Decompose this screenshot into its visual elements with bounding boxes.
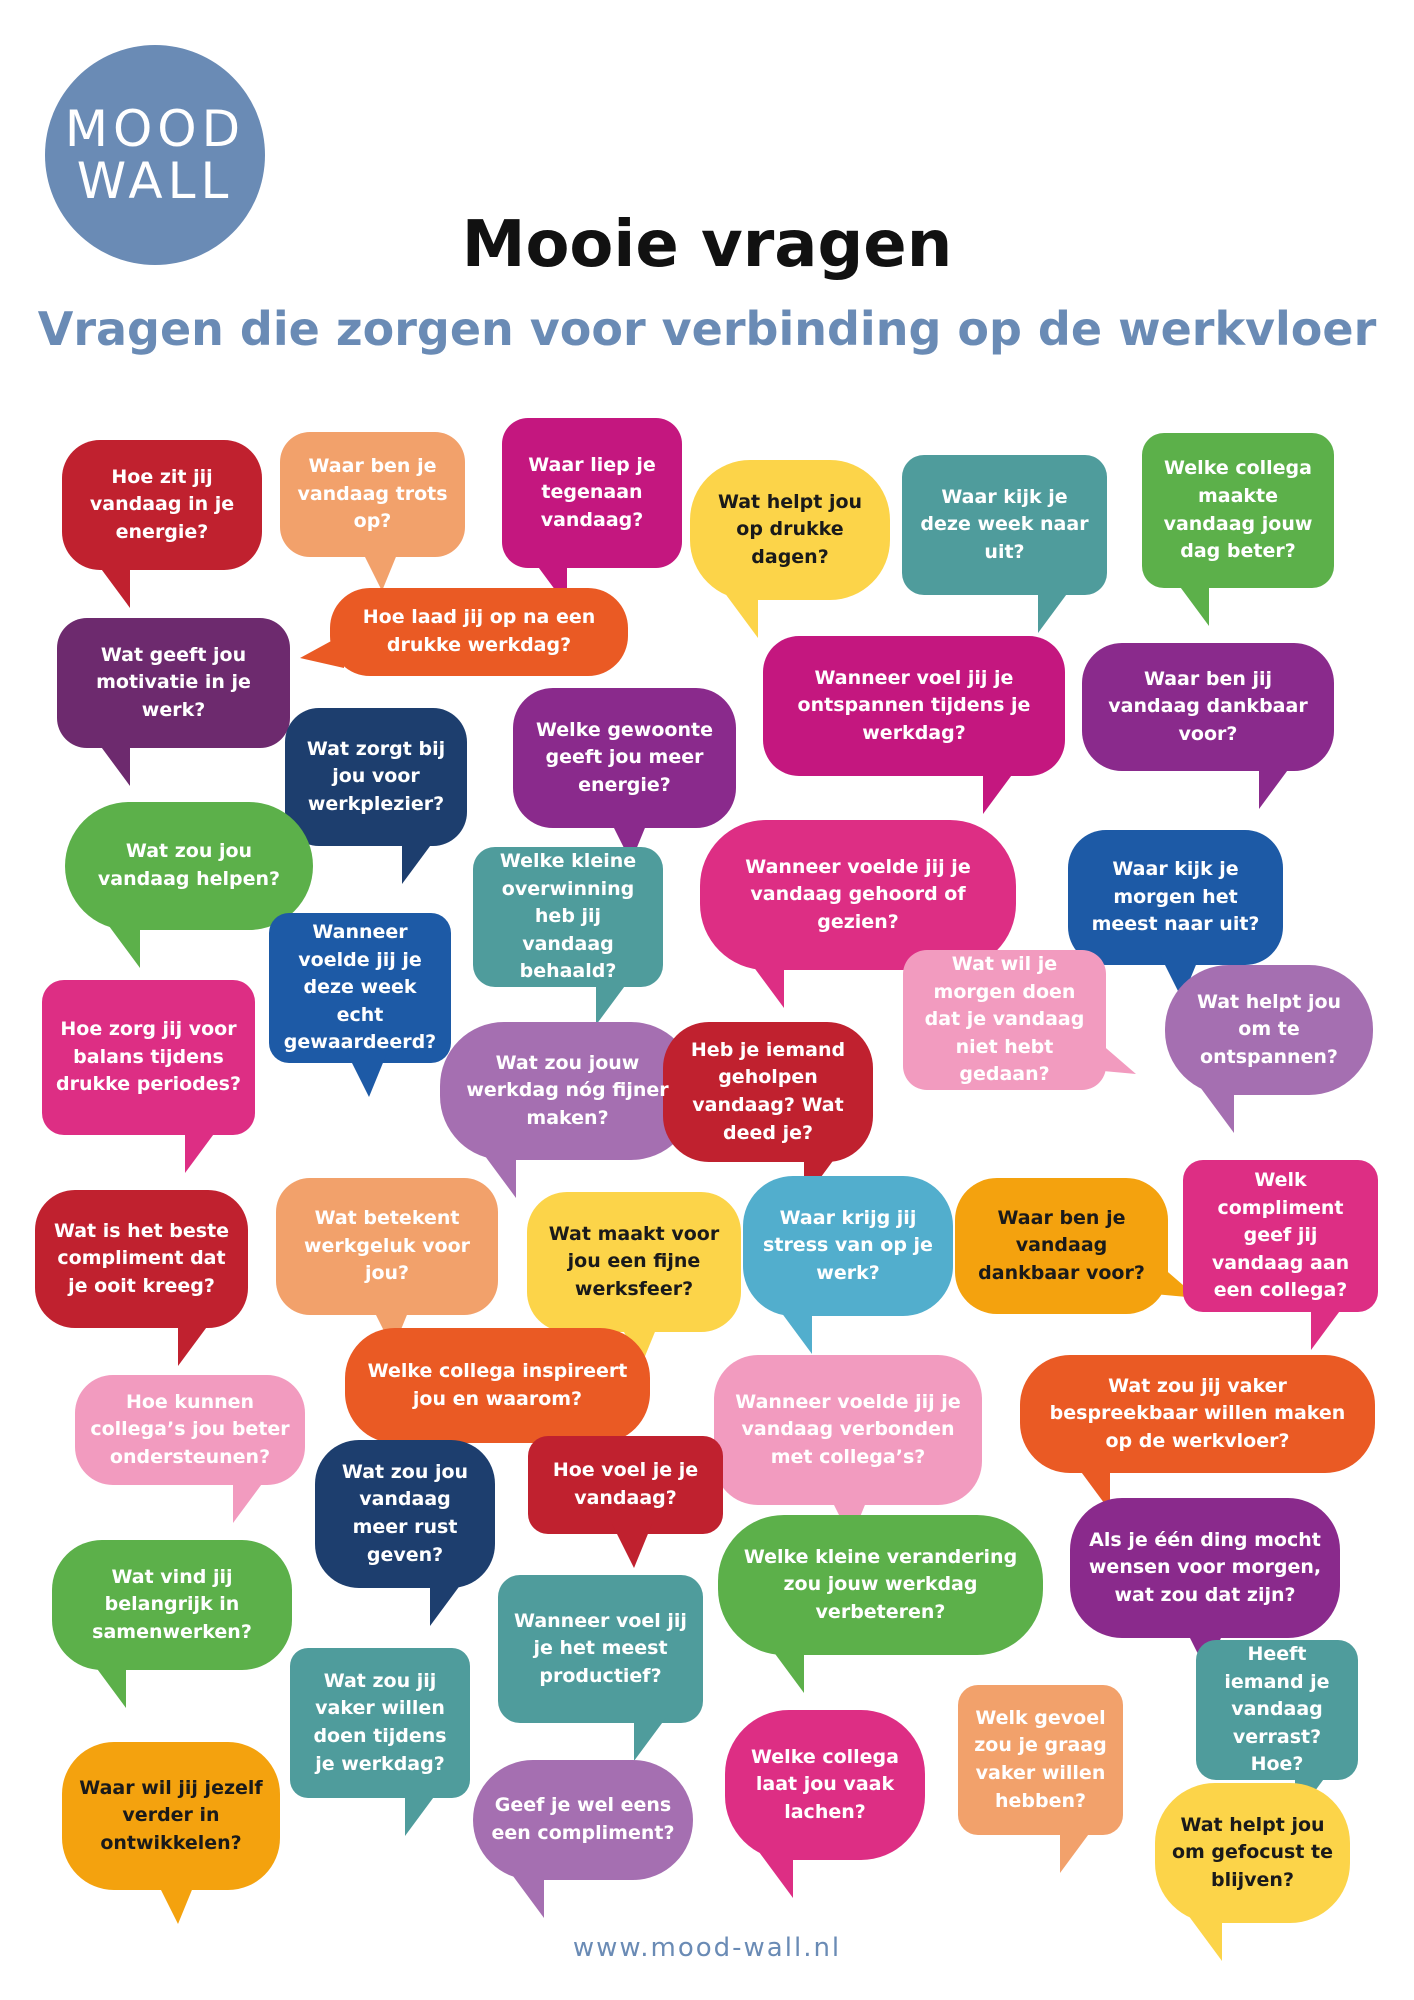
question-bubble	[42, 980, 255, 1135]
question-text: Welke collega laat jou vaak lachen?	[751, 1745, 899, 1823]
question-text: Wat helpt jou op drukke dagen?	[717, 490, 863, 568]
speech-tail-icon	[1092, 1030, 1136, 1076]
speech-tail-icon	[504, 1872, 548, 1918]
question-bubble	[315, 1440, 495, 1588]
question-bubble	[269, 913, 451, 1063]
question-bubble	[725, 1710, 925, 1860]
question-text: Hoe kunnen collega’s jou beter ondersteunen?	[90, 1390, 290, 1468]
question-text: Wat is het beste compliment dat je ooit kreeg?	[53, 1219, 230, 1297]
speech-tail-icon	[174, 1320, 218, 1366]
question-text: Geef je wel eens een compliment?	[491, 1794, 675, 1844]
question-bubble	[743, 1176, 953, 1316]
question-bubble	[958, 1685, 1123, 1835]
speech-tail-icon	[154, 1880, 198, 1926]
question-text: Wat zou jouw werkdag nóg fijner maken?	[466, 1051, 669, 1129]
question-text: Wat helpt jou om te ontspannen?	[1196, 990, 1342, 1068]
question-bubble	[527, 1192, 741, 1332]
question-text: Wat wil je morgen doen dat je vandaag niet hebt gedaan?	[924, 953, 1085, 1086]
speech-tail-icon	[90, 562, 134, 608]
question-text: Waar wil jij jezelf verder in ontwikkelen?	[79, 1776, 263, 1854]
question-text: Wat helpt jou om gefocust te blijven?	[1171, 1813, 1334, 1891]
question-text: Wanneer voelde jij je vandaag gehoord of gezien?	[745, 855, 971, 933]
question-bubble	[330, 588, 628, 676]
question-bubble	[1070, 1498, 1340, 1638]
speech-tail-icon	[426, 1580, 470, 1626]
question-bubble	[65, 802, 313, 930]
speech-tail-icon	[610, 1524, 654, 1570]
question-text: Waar kijk je deze week naar uit?	[920, 485, 1089, 563]
logo-line-2: WALL	[76, 152, 234, 210]
question-text: Hoe voel je je vandaag?	[552, 1459, 699, 1509]
question-text: Welke kleine overwinning heb jij vandaag behaald?	[499, 850, 637, 983]
question-bubble	[718, 1515, 1043, 1655]
question-text: Als je één ding mocht wensen voor morgen, wat zou dat zijn?	[1088, 1528, 1322, 1606]
logo-line-1: MOOD	[64, 99, 246, 158]
question-text: Welke collega maakte vandaag jouw dag beter?	[1163, 457, 1313, 563]
question-bubble	[1142, 433, 1334, 588]
question-bubble	[700, 820, 1016, 970]
speech-tail-icon	[1255, 763, 1299, 809]
question-text: Welke gewoonte geeft jou meer energie?	[536, 718, 713, 796]
speech-tail-icon	[181, 1127, 225, 1173]
question-bubble	[714, 1355, 982, 1505]
question-text: Waar krijg jij stress van op je werk?	[763, 1206, 933, 1284]
question-bubble	[903, 950, 1106, 1090]
speech-tail-icon	[764, 1647, 808, 1693]
question-text: Heeft iemand je vandaag verrast? Hoe?	[1224, 1643, 1330, 1776]
question-bubble	[1020, 1355, 1375, 1473]
question-text: Heb je iemand geholpen vandaag? Wat deed je?	[690, 1038, 846, 1144]
question-text: Wat zou jou vandaag helpen?	[97, 840, 281, 890]
question-text: Wanneer voel jij je het meest productief?	[514, 1609, 687, 1687]
question-text: Welke collega inspireert jou en waarom?	[367, 1359, 628, 1410]
page-title: Mooie vragen	[461, 208, 953, 282]
question-bubble	[57, 618, 290, 748]
question-bubble	[902, 455, 1107, 595]
question-text: Wanneer voel jij je ontspannen tijdens je werkdag?	[797, 666, 1031, 744]
question-text: Welk gevoel zou je graag vaker willen hebben?	[974, 1706, 1107, 1812]
speech-tail-icon	[1169, 580, 1213, 626]
question-bubble	[763, 636, 1065, 776]
question-bubble	[1196, 1640, 1358, 1780]
speech-tail-icon	[744, 962, 788, 1008]
speech-tail-icon	[345, 1053, 389, 1099]
question-bubble	[528, 1436, 723, 1534]
question-bubble	[1155, 1783, 1350, 1923]
question-bubble	[513, 688, 736, 828]
question-bubble	[473, 1760, 693, 1880]
question-bubble	[502, 418, 682, 568]
question-bubble	[690, 460, 890, 600]
question-text: Wanneer voelde jij je deze week echt gewaardeerd?	[283, 921, 437, 1054]
question-bubble	[663, 1022, 873, 1162]
question-text: Wat zou jij vaker bespreekbaar willen maken op de werkvloer?	[1049, 1374, 1346, 1452]
question-text: Wat maakt voor jou een fijne werksfeer?	[548, 1222, 720, 1300]
question-bubble	[498, 1575, 703, 1723]
question-bubble	[955, 1178, 1168, 1314]
question-bubble	[285, 708, 467, 846]
question-text: Welke kleine verandering zou jouw werkdag verbeteren?	[743, 1545, 1018, 1623]
speech-tail-icon	[772, 1308, 816, 1354]
question-text: Welk compliment geef jij vandaag aan een collega?	[1211, 1169, 1350, 1302]
question-text: Waar ben jij vandaag dankbaar voor?	[1108, 667, 1308, 745]
speech-tail-icon	[1194, 1087, 1238, 1133]
question-text: Waar liep je tegenaan vandaag?	[528, 453, 656, 531]
speech-tail-icon	[753, 1852, 797, 1898]
speech-tail-icon	[300, 628, 344, 674]
question-bubble	[1183, 1160, 1378, 1312]
speech-tail-icon	[592, 979, 636, 1025]
question-bubble	[473, 847, 663, 987]
speech-tail-icon	[90, 740, 134, 786]
question-bubble	[276, 1178, 498, 1315]
question-bubble	[62, 440, 262, 570]
question-bubble	[52, 1540, 292, 1670]
question-text: Waar ben je vandaag dankbaar voor?	[978, 1206, 1145, 1284]
question-text: Hoe zit jij vandaag in je energie?	[89, 465, 235, 543]
question-bubble	[345, 1328, 650, 1443]
question-bubble	[280, 432, 465, 557]
speech-tail-icon	[358, 547, 402, 593]
speech-tail-icon	[398, 838, 442, 884]
speech-tail-icon	[401, 1790, 445, 1836]
speech-tail-icon	[86, 1662, 130, 1708]
question-bubble	[1165, 965, 1373, 1095]
question-bubble	[35, 1190, 248, 1328]
question-text: Wat zou jij vaker willen doen tijdens je werkdag?	[313, 1669, 447, 1775]
website-url: www.mood-wall.nl	[572, 1933, 842, 1963]
question-text: Wat betekent werkgeluk voor jou?	[303, 1207, 471, 1285]
question-text: Wat vind jij belangrijk in samenwerken?	[92, 1565, 252, 1643]
question-text: Wat zorgt bij jou voor werkplezier?	[306, 737, 446, 815]
question-text: Wanneer voelde jij je vandaag verbonden met collega’s?	[735, 1390, 961, 1468]
speech-tail-icon	[1056, 1827, 1100, 1873]
speech-tail-icon	[1307, 1304, 1351, 1350]
question-text: Hoe laad jij op na een drukke werkdag?	[362, 606, 596, 656]
question-text: Waar kijk je morgen het meest naar uit?	[1091, 858, 1260, 936]
question-text: Waar ben je vandaag trots op?	[297, 455, 448, 533]
question-bubble	[440, 1022, 695, 1160]
speech-tail-icon	[979, 768, 1023, 814]
speech-tail-icon	[229, 1477, 273, 1523]
question-text: Wat zou jou vandaag meer rust geven?	[341, 1460, 469, 1566]
speech-tail-icon	[100, 922, 144, 968]
question-text: Hoe zorg jij voor balans tijdens drukke periodes?	[56, 1018, 241, 1096]
question-bubble	[1082, 643, 1334, 771]
question-bubble	[62, 1742, 280, 1890]
question-bubble	[290, 1648, 470, 1798]
page-subtitle: Vragen die zorgen voor verbinding op de werkvloer	[37, 302, 1377, 356]
question-text: Wat geeft jou motivatie in je werk?	[96, 643, 251, 721]
question-bubble	[1068, 830, 1283, 965]
speech-tail-icon	[718, 592, 762, 638]
speech-tail-icon	[1034, 587, 1078, 633]
question-bubble	[75, 1375, 305, 1485]
speech-tail-icon	[630, 1715, 674, 1761]
